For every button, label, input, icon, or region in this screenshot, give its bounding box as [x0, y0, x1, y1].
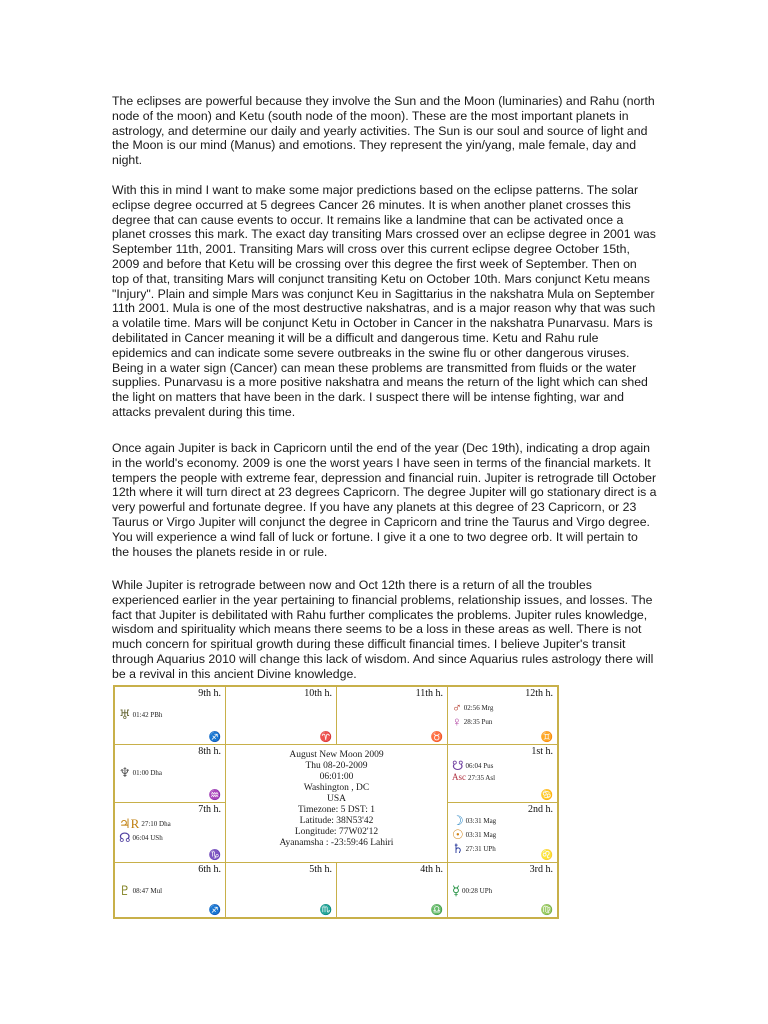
planet-degree: 00:28 UPh [461, 887, 493, 895]
house-10 [226, 687, 337, 745]
planet-degree: 27:35 Asl [468, 774, 496, 782]
house-11 [337, 687, 448, 745]
paragraph-eclipses: The eclipses are powerful because they involve the Sun and the Moon (luminaries) and Rahu (north node of the moon) and Ketu (south node of the moon). These are the most important planets in astrology, and determine our daily and yearly activities. The Sun is our soul and source of light and the Moon is our mind (Manus) and emotions. They represent the yin/yang, male female, day and night. [112, 94, 655, 168]
paragraph-jupiter-retrograde: While Jupiter is retrograde between now and Oct 12th there is a return of all the troubles experienced earlier in the year pertaining to financial problems, relationship issues, and losses. The fact that Jupiter is debilitated with Rahu further complicates the problems. Jupiter rules knowledge, wisdom and spirituality which means there seems to be a loss in these areas as well. There is not much concern for spiritual growth during these difficult financial times. I believe Jupiter's transit through Aquarius 2010 will change this lack of wisdom. And since Aquarius rules astrology there will be a revival in this ancient Divine knowledge. [112, 578, 654, 681]
zodiac-sign-icon: ♐ [208, 905, 221, 916]
planet-position [452, 841, 496, 857]
planet-glyph-icon: ☿ [452, 883, 460, 898]
planet-degree: 08:47 Mul [132, 887, 163, 895]
house-12 [448, 687, 557, 745]
astrology-chart [113, 685, 559, 919]
paragraph-predictions: With this in mind I want to make some major predictions based on the eclipse patterns. The solar eclipse degree occurred at 5 degrees Cancer 26 minutes. It is when another planet crosses this degree that can cause events to occur. It remains like a landmine that can be activated once a planet crosses this mark. The exact day transiting Mars crossed over an eclipse degree in 2001 was September 11th, 2001. Transiting Mars will cross over this current eclipse degree October 15th, 2009 and before that Ketu will be crossing over this degree the first week of September. Then on top of that, transiting Mars will conjunct transiting Ketu on October 10th. Mars conjunct Ketu means "Injury". Plain and simple Mars was conjunct Keu in Sagittarius in the nakshatra Mula on September 11th 2001. Mula is one of the most destructive nakshatras, and is a major reason why that was such a volatile time. Mars will be conjunct Ketu in October in Cancer in the nakshatra Punarvasu. Mars is debilitated in Cancer meaning it will be a difficult and dangerous time. Ketu and Rahu rule epidemics and can indicate some severe outbreaks in the swine flu or other dangerous viruses. Being in a water sign (Cancer) can mean these problems are transmitted from fluids or the water supplies. Punarvasu is a more positive nakshatra and means the return of the light which can shed the light on matters that have been in the dark. I suspect there will be intense fighting, war and attacks prevalent during this time. [112, 183, 656, 419]
zodiac-sign-icon: ♌ [540, 850, 553, 861]
planet-glyph-icon: ☊ [119, 830, 131, 845]
house-7 [115, 803, 226, 863]
house-label: 6th h. [198, 864, 221, 875]
zodiac-sign-icon: ♋ [540, 790, 553, 801]
house-6 [115, 863, 226, 917]
planet-glyph-icon: ♇ [119, 883, 131, 898]
paragraph-jupiter-capricorn: Once again Jupiter is back in Capricorn until the end of the year (Dec 19th), indicating a drop again in the world's economy. 2009 is one the worst years I have seen in terms of the financial markets. It tempers the people with extreme fear, depression and financial ruin. Jupiter is retrograde till October 12th where it will turn direct at 23 degrees Capricorn. The degree Jupiter will go stationary direct is a very powerful and fortunate degree. If you have any planets at this degree of 23 Capricorn, or 23 Taurus or Virgo Jupiter will conjunct the degree in Capricorn and trine the Taurus and Virgo degree. You will experience a wind fall of luck or fortune. I give it a one to two degree orb. It will pertain to the houses the planets reside in or rule. [112, 441, 657, 559]
zodiac-sign-icon: ♏ [319, 905, 332, 916]
chart-title: August New Moon 2009 [289, 750, 384, 760]
zodiac-sign-icon: ♊ [540, 732, 553, 743]
house-4 [337, 863, 448, 917]
house-1 [448, 745, 557, 803]
house-9 [115, 687, 226, 745]
house-label: 12th h. [525, 688, 553, 699]
planet-glyph-icon: ☋ [452, 758, 464, 773]
planet-glyph-icon: ☽ [452, 813, 464, 828]
zodiac-sign-icon: ♍ [540, 905, 553, 916]
zodiac-sign-icon: ♎ [430, 905, 443, 916]
house-label: 9th h. [198, 688, 221, 699]
house-label: 8th h. [198, 746, 221, 757]
house-5 [226, 863, 337, 917]
chart-date: Thu 08-20-2009 [305, 761, 368, 771]
planet-degree: 28:35 Pun [463, 718, 493, 726]
planet-glyph-icon: ♂ [452, 700, 462, 715]
house-label: 11th h. [415, 688, 443, 699]
planet-degree: 27:10 Dha [141, 820, 171, 828]
planet-position [119, 883, 162, 899]
planet-position [119, 830, 163, 846]
chart-center-info [226, 745, 448, 863]
planet-glyph-icon: ☉ [452, 827, 464, 842]
house-label: 7th h. [198, 804, 221, 815]
chart-time: 06:01:00 [319, 772, 354, 782]
zodiac-sign-icon: ♐ [208, 732, 221, 743]
chart-timezone: Timezone: 5 DST: 1 [297, 805, 376, 815]
house-label: 1st h. [531, 746, 553, 757]
planet-glyph-icon: Asc [452, 772, 466, 782]
chart-latitude: Latitude: 38N53'42 [299, 816, 374, 826]
chart-ayanamsha: Ayanamsha : -23:59:46 Lahiri [279, 838, 394, 848]
planet-degree: 03:31 Mag [465, 831, 497, 839]
planet-degree: 02:56 Mrg [463, 704, 494, 712]
planet-degree: 01:00 Dha [132, 769, 163, 777]
planet-glyph-icon: ♄ [452, 841, 464, 856]
zodiac-sign-icon: ♑ [208, 850, 221, 861]
chart-longitude: Longitude: 77W02'12 [294, 827, 379, 837]
planet-degree: 03:31 Mag [465, 817, 497, 825]
planet-position [119, 707, 162, 723]
planet-degree: 01:42 PBh [132, 711, 163, 719]
house-label: 2nd h. [528, 804, 553, 815]
chart-country: USA [326, 794, 346, 804]
house-label: 10th h. [304, 688, 332, 699]
planet-position [452, 772, 495, 782]
zodiac-sign-icon: ♉ [430, 732, 443, 743]
planet-glyph-icon: ♆ [119, 765, 131, 780]
planet-degree: 06:04 Pus [465, 762, 494, 770]
planet-position [452, 883, 492, 899]
zodiac-sign-icon: ♒ [208, 790, 221, 801]
chart-place: Washington , DC [303, 783, 370, 793]
planet-position [119, 765, 162, 781]
planet-degree: 06:04 USh [132, 834, 163, 842]
zodiac-sign-icon: ♈ [319, 732, 332, 743]
planet-glyph-icon: ♅ [119, 707, 131, 722]
planet-degree: 27:31 UPh [465, 845, 496, 853]
house-label: 3rd h. [529, 864, 553, 875]
planet-position [452, 714, 492, 730]
house-label: 5th h. [309, 864, 332, 875]
house-label: 4th h. [420, 864, 443, 875]
planet-glyph-icon: ♃R [119, 816, 140, 831]
house-3 [448, 863, 557, 917]
house-8 [115, 745, 226, 803]
house-2 [448, 803, 557, 863]
planet-glyph-icon: ♀ [452, 714, 462, 729]
